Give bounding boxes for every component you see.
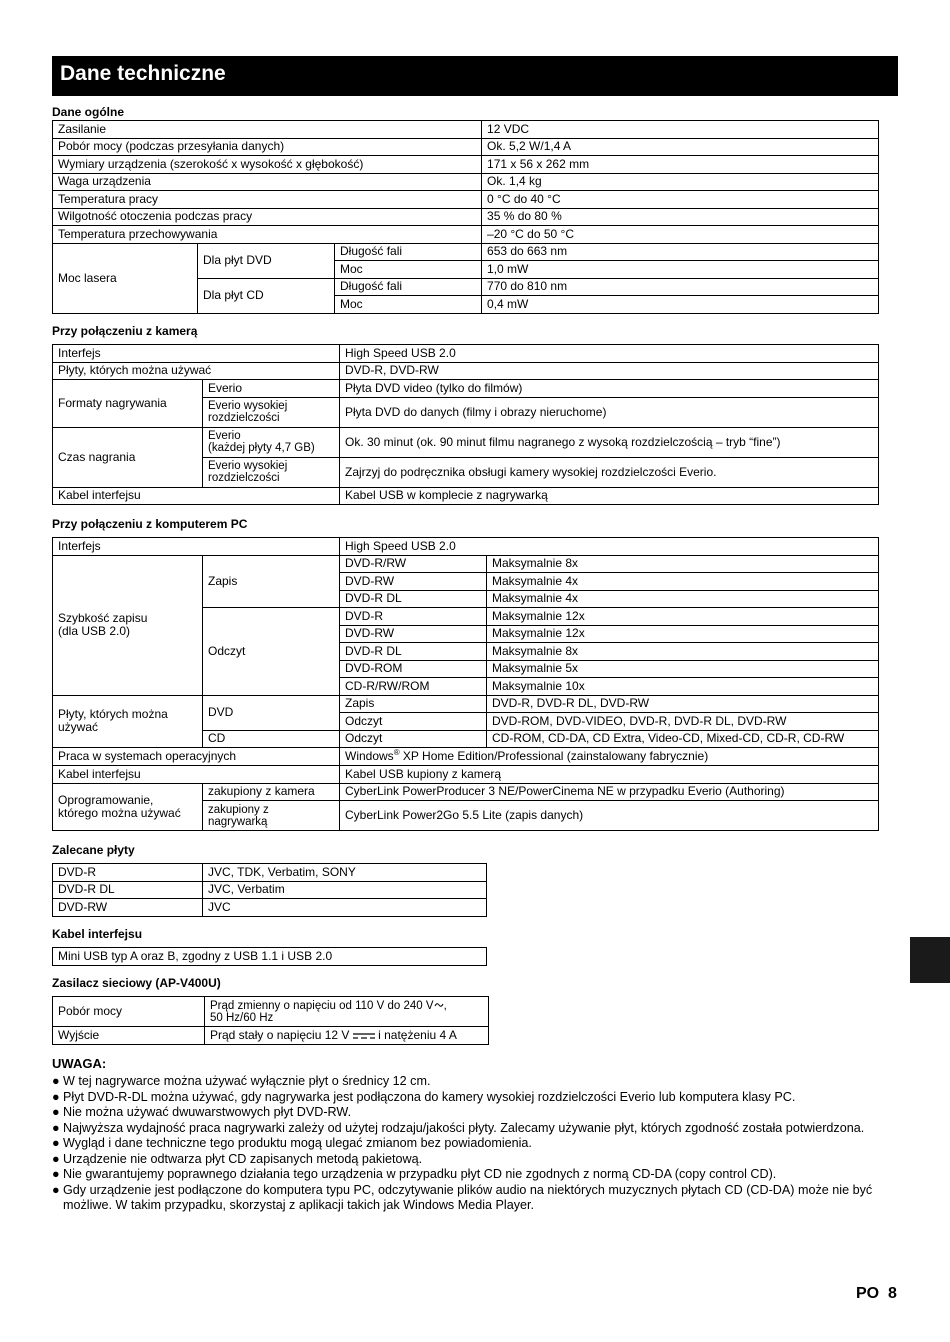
pc-os-label: Praca w systemach operacyjnych (53, 748, 340, 766)
recommended-brands: JVC, Verbatim (203, 881, 487, 899)
pc-speed-value: Maksymalnie 10x (487, 678, 879, 696)
pc-bought-camera-label: zakupiony z kamera (203, 783, 340, 801)
laser-cd-wavelength: 770 do 810 nm (482, 278, 879, 296)
camera-everio-each-line1: Everio (208, 430, 241, 442)
general-value: –20 °C do 50 °C (482, 226, 879, 244)
note-text: W tej nagrywarce można używać wyłącznie płyt o średnicy 12 cm. (63, 1074, 431, 1088)
pc-bought-recorder-label (203, 801, 340, 831)
bullet-icon: ● (52, 1136, 60, 1150)
bullet-icon: ● (52, 1105, 60, 1119)
pc-odczyt-label: Odczyt (340, 730, 487, 748)
pc-disc-type: CD-R/RW/ROM (340, 678, 487, 696)
side-tab-marker (910, 937, 950, 983)
note-text: Najwyższa wydajność praca nagrywarki zależy od użytej rodzaju/jakości płyty. Zalecamy używanie płyt, których zgodność została potwierdzona. (63, 1120, 865, 1135)
camera-cable-value: Kabel USB w komplecie z nagrywarką (340, 487, 879, 505)
bullet-icon: ● (52, 1120, 60, 1135)
camera-everio-each-line2: (każdej płyty 4,7 GB) (208, 442, 315, 454)
laser-label: Moc lasera (53, 243, 198, 313)
general-value: 0 °C do 40 °C (482, 191, 879, 209)
adapter-output-pre: Prąd stały o napięciu 12 V (210, 1027, 350, 1042)
laser-dvd-wavelength: 653 do 663 nm (482, 243, 879, 261)
pc-disc-type: DVD-R DL (340, 590, 487, 608)
page-title: Dane techniczne (60, 62, 226, 85)
pc-read-label: Odczyt (203, 608, 340, 696)
pc-speed-value: Maksymalnie 8x (487, 555, 879, 573)
page-number: PO 8 (856, 1285, 897, 1302)
laser-power-label: Moc (335, 296, 482, 314)
pc-discs-label (53, 695, 203, 748)
note-text: Płyt DVD-R-DL można używać, gdy nagrywarka jest podłączona do kamery wysokiej rozdzielczości Everio lub komputera klasy PC. (63, 1089, 796, 1104)
note-item (52, 1121, 892, 1137)
note-item (52, 1183, 892, 1214)
pc-os-value (340, 748, 879, 766)
pc-software-recorder: CyberLink Power2Go 5.5 Lite (zapis danych) (340, 801, 879, 831)
notes-list (52, 1074, 892, 1214)
cable-value: Mini USB typ A oraz B, zgodny z USB 1.1 i USB 2.0 (53, 948, 487, 966)
note-item (52, 1152, 892, 1168)
laser-dvd-label: Dla płyt DVD (198, 243, 335, 278)
pc-speed-value: Maksymalnie 4x (487, 573, 879, 591)
pc-software-camera: CyberLink PowerProducer 3 NE/PowerCinema NE w przypadku Everio (Authoring) (340, 783, 879, 801)
recommended-disc: DVD-R (53, 864, 203, 882)
cable-table (52, 947, 487, 966)
note-text: Gdy urządzenie jest podłączone do komputera typu PC, odczytywanie plików audio na niektórych muzycznych płytach CD (CD-DA) może nie być możliwe. W takim przypadku, skorzystaj z aplikacji takich jak Windows Media Player. (63, 1182, 873, 1212)
pc-speed-label-line2: (dla USB 2.0) (58, 624, 131, 638)
camera-cable-label: Kabel interfejsu (53, 487, 340, 505)
pc-speed-value: Maksymalnie 4x (487, 590, 879, 608)
pc-disc-type: DVD-RW (340, 573, 487, 591)
recommended-brands: JVC, TDK, Verbatim, SONY (203, 864, 487, 882)
pc-cd-read: CD-ROM, CD-DA, CD Extra, Video-CD, Mixed-CD, CD-R, CD-RW (487, 730, 879, 748)
note-text: Wygląd i dane techniczne tego produktu mogą ulegać zmianom bez powiadomienia. (63, 1136, 532, 1150)
pc-discs-label-line2: używać (58, 720, 99, 735)
pc-software-label-line1: Oprogramowanie, (58, 792, 154, 807)
note-text: Nie można używać dwuwarstwowych płyt DVD-RW. (63, 1105, 352, 1119)
pc-software-label (53, 783, 203, 831)
camera-discs-label: Płyty, których można używać (53, 362, 340, 380)
camera-everio-hd-label: Everio wysokiej rozdzielczości (203, 397, 340, 427)
general-label: Zasilanie (53, 121, 482, 139)
bullet-icon: ● (52, 1182, 60, 1197)
camera-everio-hd-label: Everio wysokiej rozdzielczości (203, 457, 340, 487)
note-item (52, 1074, 892, 1090)
pc-dvd-label: DVD (203, 695, 340, 730)
camera-format-everio: Płyta DVD video (tylko do filmów) (340, 380, 879, 398)
pc-heading: Przy połączeniu z komputerem PC (52, 517, 248, 531)
camera-time-everio: Ok. 30 minut (ok. 90 minut filmu nagranego z wysoką rozdzielczością – tryb “fine”) (340, 427, 879, 457)
general-label: Wilgotność otoczenia podczas pracy (53, 208, 482, 226)
camera-discs-value: DVD-R, DVD-RW (340, 362, 879, 380)
pc-discs-label-line1: Płyty, których można (58, 707, 168, 722)
pc-bought-recorder-line1: zakupiony z (208, 803, 269, 816)
general-label: Temperatura przechowywania (53, 226, 482, 244)
camera-heading: Przy połączeniu z kamerą (52, 324, 198, 338)
pc-disc-type: DVD-ROM (340, 660, 487, 678)
pc-interface-label: Interfejs (53, 538, 340, 556)
laser-power-label: Moc (335, 261, 482, 279)
note-item (52, 1167, 892, 1183)
camera-formats-label: Formaty nagrywania (53, 380, 203, 428)
adapter-power-line2: 50 Hz/60 Hz (210, 1011, 274, 1024)
pc-disc-type: DVD-RW (340, 625, 487, 643)
pc-software-label-line2: którego można używać (58, 805, 181, 820)
pc-os-value-rest: XP Home Edition/Professional (zainstalowany fabrycznie) (399, 749, 709, 763)
laser-cd-power: 0,4 mW (482, 296, 879, 314)
camera-interface-label: Interfejs (53, 345, 340, 363)
adapter-heading: Zasilacz sieciowy (AP-V400U) (52, 976, 221, 990)
general-label: Pobór mocy (podczas przesyłania danych) (53, 138, 482, 156)
adapter-table (52, 996, 489, 1045)
pc-cable-value: Kabel USB kupiony z kamerą (340, 766, 879, 784)
camera-everio-label: Everio (203, 380, 340, 398)
pc-dvd-write: DVD-R, DVD-R DL, DVD-RW (487, 695, 879, 713)
general-label: Waga urządzenia (53, 173, 482, 191)
adapter-output-post: i natężeniu 4 A (378, 1027, 457, 1042)
laser-wavelength-label: Długość fali (335, 243, 482, 261)
recommended-heading: Zalecane płyty (52, 843, 135, 857)
pc-speed-value: Maksymalnie 5x (487, 660, 879, 678)
ac-symbol-icon (434, 1001, 444, 1009)
page-header (52, 56, 898, 96)
general-value: 171 x 56 x 262 mm (482, 156, 879, 174)
general-label: Wymiary urządzenia (szerokość x wysokość x głębokość) (53, 156, 482, 174)
pc-odczyt-label: Odczyt (340, 713, 487, 731)
adapter-power-line1: Prąd zmienny o napięciu od 110 V do 240 V (210, 999, 434, 1012)
adapter-output-value (205, 1027, 489, 1045)
note-item (52, 1090, 892, 1106)
camera-everio-each-label (203, 427, 340, 457)
pc-os-value-windows: Windows (345, 749, 394, 763)
bullet-icon: ● (52, 1089, 60, 1104)
adapter-power-value: Prąd zmienny o napięciu od 110 V do 240 V , 50 Hz/60 Hz (205, 997, 489, 1027)
general-value: 12 VDC (482, 121, 879, 139)
pc-speed-label-line1: Szybkość zapisu (58, 611, 148, 625)
pc-bought-recorder-line2: nagrywarką (208, 815, 268, 828)
bullet-icon: ● (52, 1074, 60, 1088)
general-table (52, 120, 879, 314)
recommended-disc: DVD-R DL (53, 881, 203, 899)
bullet-icon: ● (52, 1151, 60, 1166)
pc-cable-label: Kabel interfejsu (53, 766, 340, 784)
note-item (52, 1136, 892, 1152)
camera-format-hd: Płyta DVD do danych (filmy i obrazy nieruchome) (340, 397, 879, 427)
laser-wavelength-label: Długość fali (335, 278, 482, 296)
pc-table (52, 537, 879, 831)
pc-interface-value: High Speed USB 2.0 (340, 538, 879, 556)
general-label: Temperatura pracy (53, 191, 482, 209)
camera-interface-value: High Speed USB 2.0 (340, 345, 879, 363)
general-heading: Dane ogólne (52, 105, 125, 119)
pc-write-label: Zapis (203, 555, 340, 608)
note-item (52, 1105, 892, 1121)
camera-table (52, 344, 879, 505)
pc-disc-type: DVD-R (340, 608, 487, 626)
adapter-power-label: Pobór mocy (53, 997, 205, 1027)
recommended-table (52, 863, 487, 917)
pc-speed-label (53, 555, 203, 695)
recommended-brands: JVC (203, 899, 487, 917)
laser-dvd-power: 1,0 mW (482, 261, 879, 279)
pc-os-value-registered: ® (393, 748, 400, 757)
dc-symbol-icon (353, 1032, 375, 1040)
pc-dvd-read: DVD-ROM, DVD-VIDEO, DVD-R, DVD-R DL, DVD-RW (487, 713, 879, 731)
general-value: Ok. 1,4 kg (482, 173, 879, 191)
pc-speed-value: Maksymalnie 8x (487, 643, 879, 661)
pc-disc-type: DVD-R DL (340, 643, 487, 661)
laser-cd-label: Dla płyt CD (198, 278, 335, 313)
general-value: Ok. 5,2 W/1,4 A (482, 138, 879, 156)
pc-cd-label: CD (203, 730, 340, 748)
pc-speed-value: Maksymalnie 12x (487, 608, 879, 626)
recommended-disc: DVD-RW (53, 899, 203, 917)
adapter-output-label: Wyjście (53, 1027, 205, 1045)
note-text: Nie gwarantujemy poprawnego działania tego urządzenia w przypadku płyt CD nie zgodnych z normą CD-DA (copy control CD). (63, 1167, 777, 1181)
pc-zapis-label: Zapis (340, 695, 487, 713)
pc-disc-type: DVD-R/RW (340, 555, 487, 573)
camera-time-hd: Zajrzyj do podręcznika obsługi kamery wysokiej rozdzielczości Everio. (340, 457, 879, 487)
note-text: Urządzenie nie odtwarza płyt CD zapisanych metodą pakietową. (63, 1151, 423, 1166)
pc-speed-value: Maksymalnie 12x (487, 625, 879, 643)
bullet-icon: ● (52, 1167, 60, 1181)
notes-heading: UWAGA: (52, 1056, 107, 1071)
general-value: 35 % do 80 % (482, 208, 879, 226)
camera-time-label: Czas nagrania (53, 427, 203, 487)
cable-heading: Kabel interfejsu (52, 927, 143, 941)
